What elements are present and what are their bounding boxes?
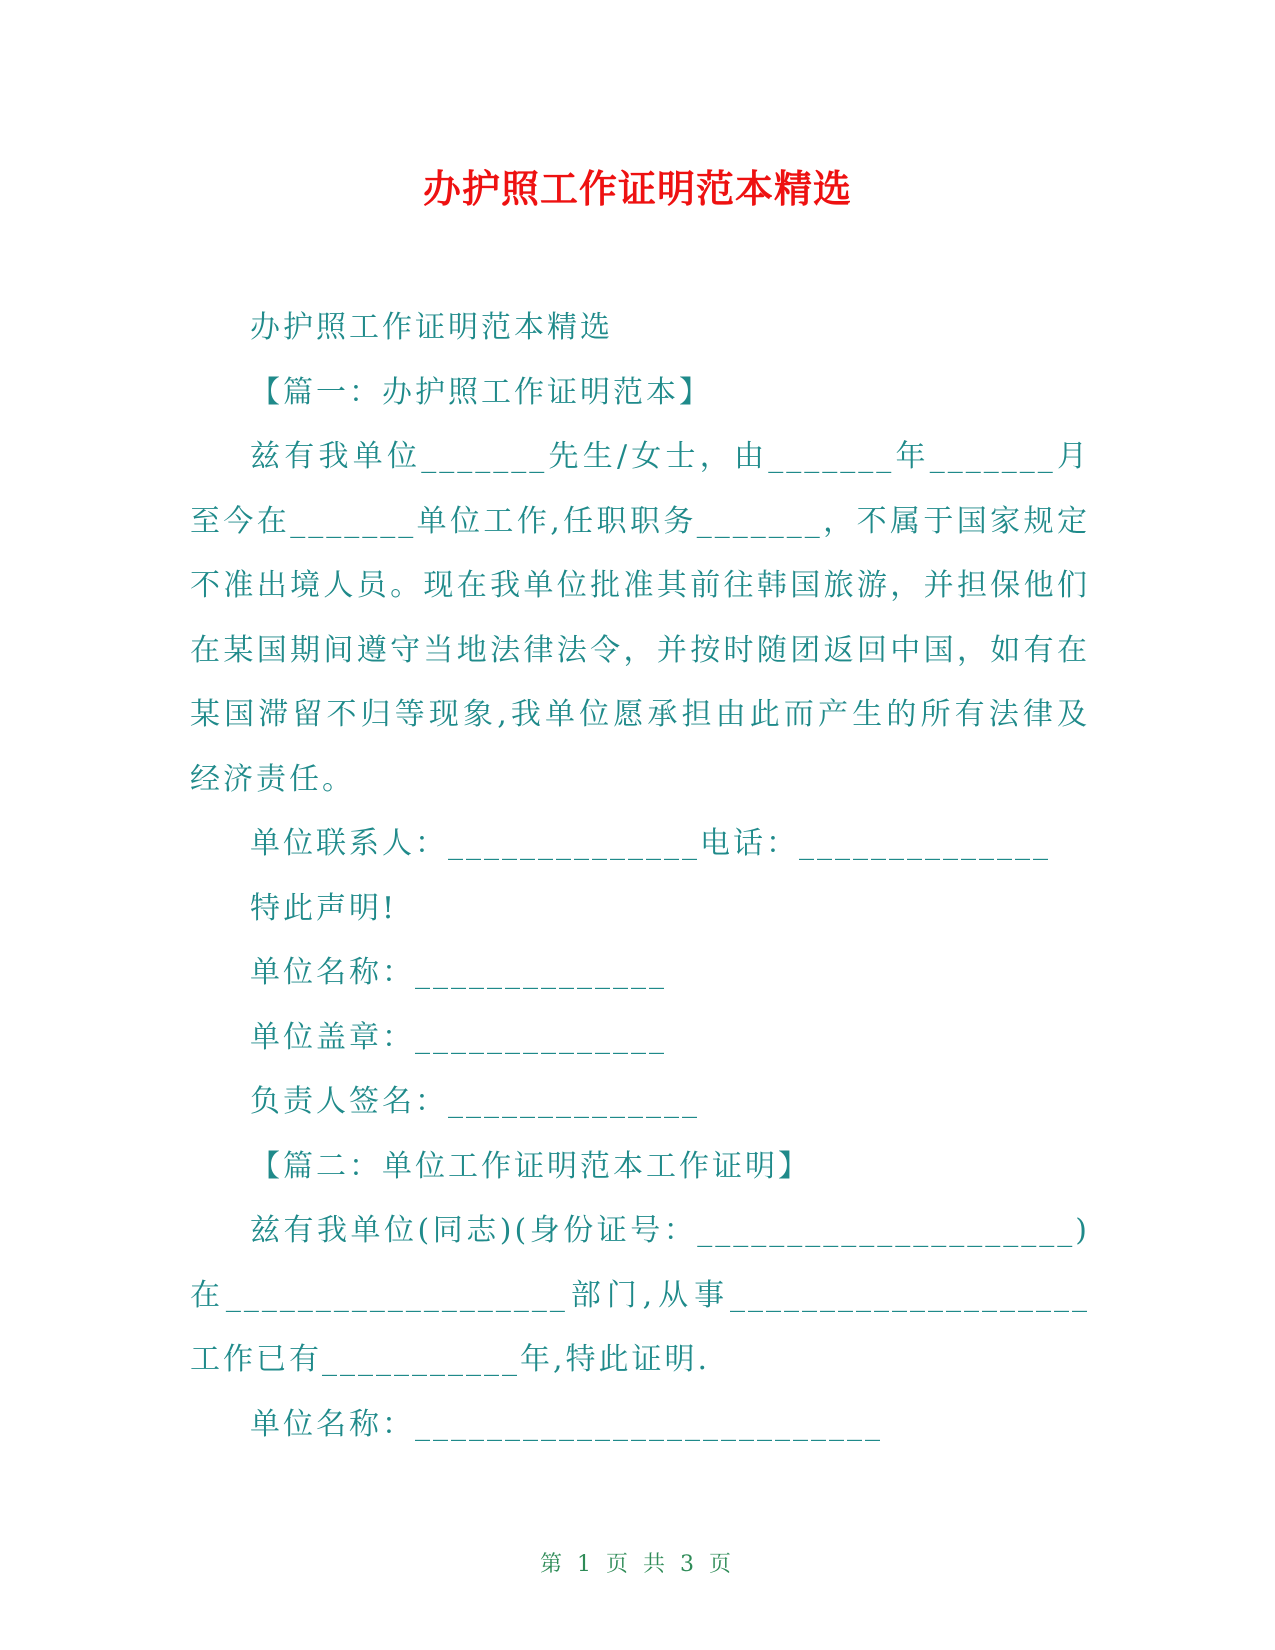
section-two-heading: 【篇二：单位工作证明范本工作证明】 bbox=[250, 1148, 811, 1184]
contact-line: 单位联系人：______________电话：______________ bbox=[250, 826, 1051, 861]
section-one-body: 兹有我单位_______先生/女士，由_______年_______月至今在_______单位工作,任职职务_______，不属于国家规定不准出境人员。现在我单位批准其前往韩国旅游，并担保他们在某国期间遵守当地法律法令，并按时随团返回中国，如有在某国滞留不归等现象,我单位愿承担由此而产生的所有法律及经济责任。 bbox=[190, 439, 1090, 797]
section-two-body: 兹有我单位(同志)(身份证号：_____________________)在___________________部门,从事____________________工作已有___________年,特此证明. bbox=[190, 1213, 1090, 1377]
unit-name-line: 单位名称：______________ bbox=[250, 955, 667, 990]
document-title: 办护照工作证明范本精选 bbox=[422, 167, 852, 211]
unit-seal-line: 单位盖章：______________ bbox=[250, 1019, 667, 1055]
declaration-line: 特此声明! bbox=[250, 890, 398, 926]
section-one-heading: 【篇一：办护照工作证明范本】 bbox=[250, 374, 712, 410]
document-body bbox=[190, 296, 1090, 1457]
signature-line: 负责人签名：______________ bbox=[250, 1084, 700, 1119]
unit-name-line-2: 单位名称：__________________________ bbox=[250, 1406, 883, 1442]
paragraph-heading: 办护照工作证明范本精选 bbox=[250, 310, 613, 345]
page-footer: 第 1 页 共 3 页 bbox=[540, 1552, 735, 1577]
